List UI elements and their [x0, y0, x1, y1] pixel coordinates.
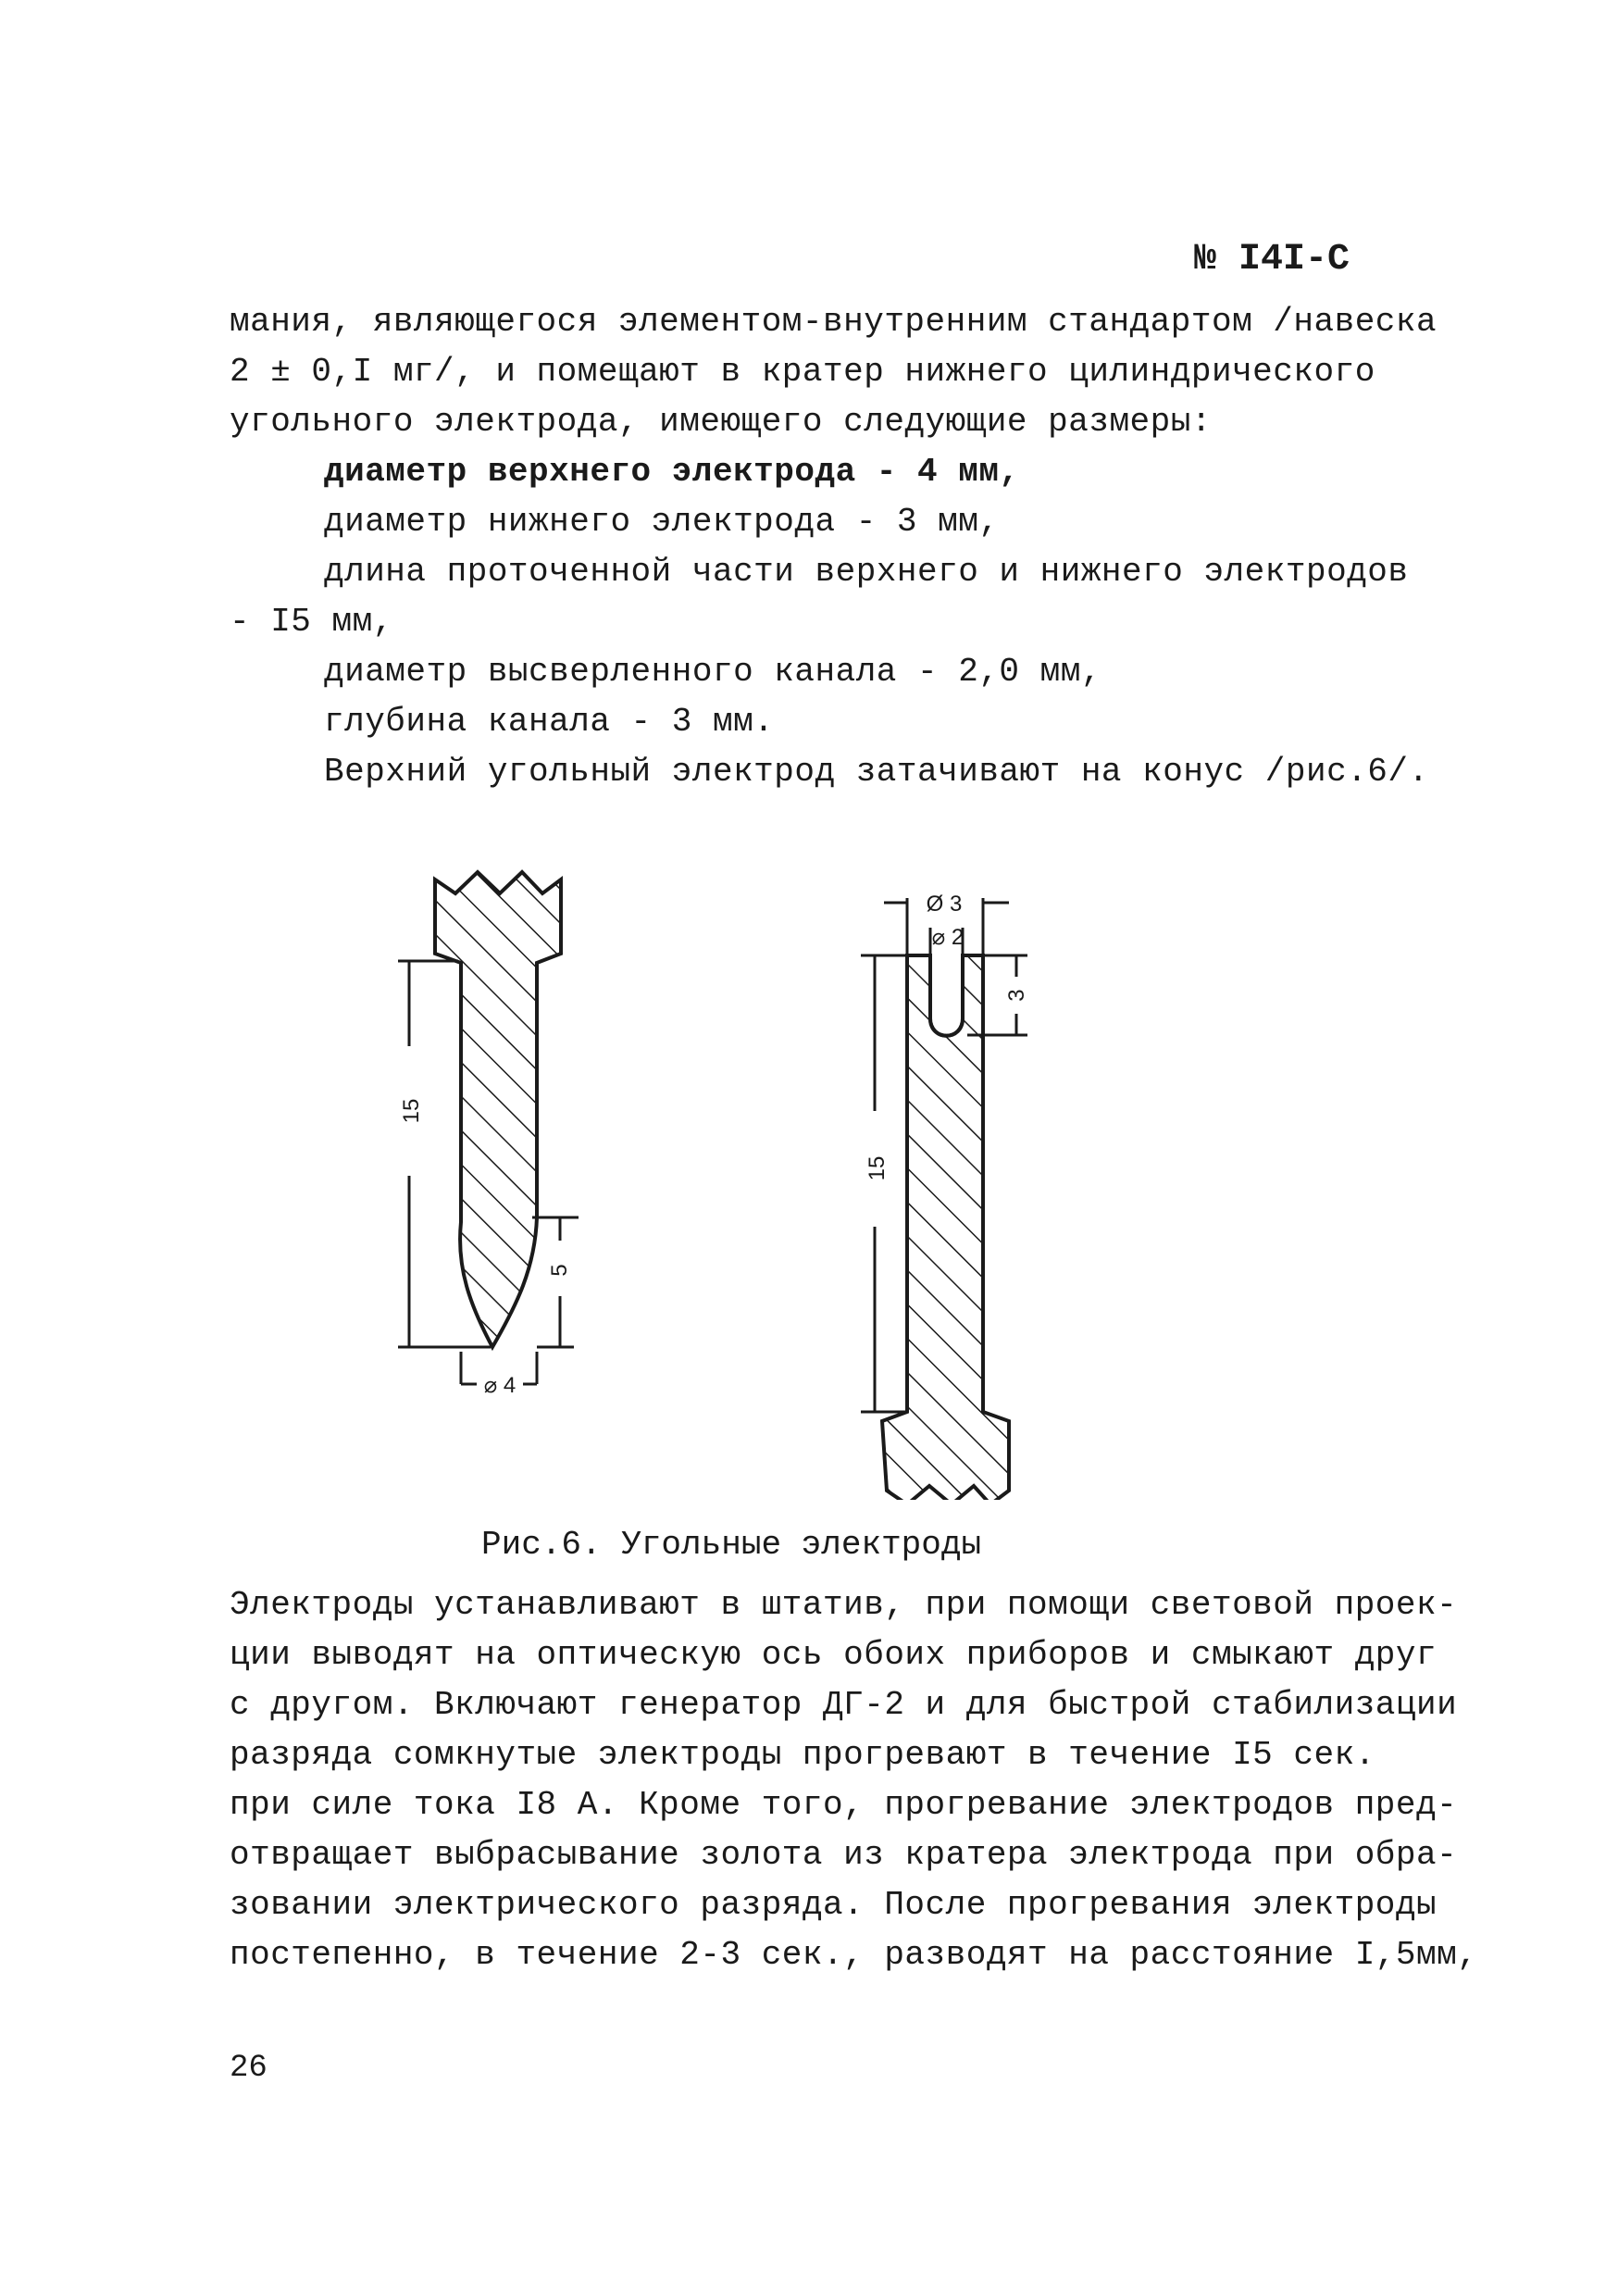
upper-length-label: 15 — [399, 1098, 424, 1124]
lower-electrode-crater — [932, 957, 961, 1022]
lower-length-dimension — [861, 955, 907, 1412]
bottom-text-line-2: ции выводят на оптическую ось обоих приборов и смыкают друг — [230, 1636, 1438, 1674]
lower-electrode — [861, 892, 1029, 1500]
upper-diameter-label: ⌀ 4 — [483, 1373, 517, 1398]
page-number: 26 — [230, 2051, 268, 2086]
bottom-text-line-8: постепенно, в течение 2-3 сек., разводят на расстояние I,5мм, — [230, 1936, 1478, 1974]
bottom-text-line-4: разряда сомкнутые электроды прогревают в течение I5 сек. — [230, 1736, 1375, 1774]
top-text-line-3: угольного электрода, имеющего следующие размеры: — [230, 403, 1212, 441]
param-channel-diameter: диаметр высверленного канала - 2,0 мм, — [324, 653, 1101, 691]
param-turned-length: длина проточенной части верхнего и нижнего электродов — [324, 553, 1409, 591]
upper-electrode — [398, 872, 579, 1398]
bottom-text-line-1: Электроды устанавливают в штатив, при помощи световой проек- — [230, 1586, 1458, 1624]
figure-caption: Рис.6. Угольные электроды — [481, 1526, 982, 1564]
upper-tip-label: 5 — [547, 1264, 572, 1277]
bottom-text-line-3: с другом. Включают генератор ДГ-2 и для быстрой стабилизации — [230, 1686, 1458, 1724]
lower-inner-diameter-label: ⌀ 2 — [931, 925, 965, 950]
param-lower-diameter: диаметр нижнего электрода - 3 мм, — [324, 503, 1000, 541]
bottom-text-line-6: отвращает выбрасывание золота из кратера электрода при обра- — [230, 1836, 1458, 1874]
upper-tip-dimension — [532, 1217, 579, 1347]
param-upper-diameter: диаметр верхнего электрода - 4 мм, — [324, 453, 1020, 491]
lower-length-label: 15 — [865, 1155, 890, 1181]
electrodes-figure — [352, 852, 1092, 1500]
top-text-line-1: мания, являющегося элементом-внутренним стандартом /навеска — [230, 303, 1438, 341]
document-number: № I4I-C — [1194, 239, 1350, 281]
param-channel-depth: глубина канала - 3 мм. — [324, 703, 775, 741]
bottom-text-line-5: при силе тока I8 А. Кроме того, прогревание электродов пред- — [230, 1786, 1458, 1824]
upper-electrode-body — [435, 872, 561, 1347]
lower-depth-label: 3 — [1004, 989, 1029, 1002]
param-turned-length-value: - I5 мм, — [230, 603, 393, 641]
lower-outer-diameter-label: Ø 3 — [926, 892, 963, 917]
top-text-line-2: 2 ± 0,I мг/, и помещают в кратер нижнего цилиндрического — [230, 353, 1375, 391]
bottom-text-line-7: зовании электрического разряда. После прогревания электроды — [230, 1886, 1438, 1924]
cone-sharpening-note: Верхний угольный электрод затачивают на конус /рис.6/. — [324, 753, 1429, 791]
